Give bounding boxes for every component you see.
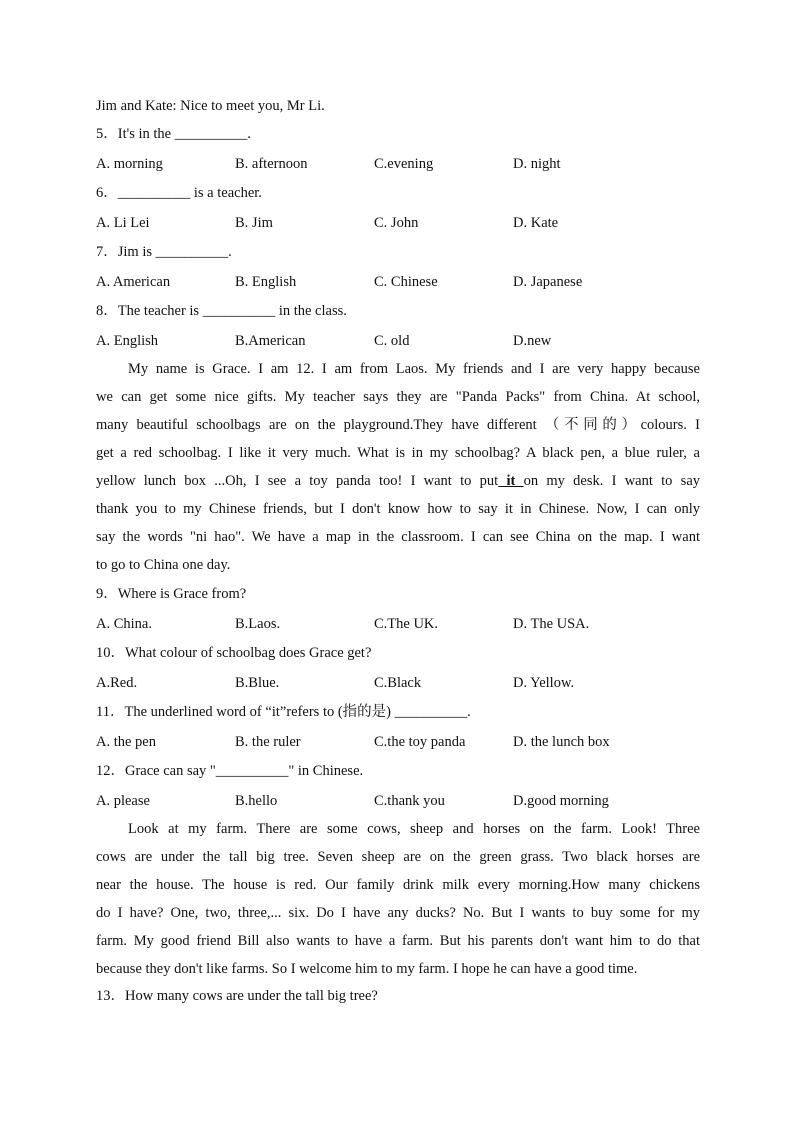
passage-text: yellow lunch box ...Oh, I see a toy panda too! I want to put [96, 473, 499, 489]
question-11: 11．The underlined word of “it”refers to (指的是) __________. [96, 704, 471, 720]
options-q5 [96, 154, 700, 174]
options-q10 [96, 673, 700, 693]
passage-line: My name is Grace. I am 12. I am from Laos. My friends and I are very happy because [128, 361, 700, 377]
reading-passage-grace [96, 355, 700, 579]
option-d: D. Yellow. [513, 675, 575, 691]
option-c: C.thank you [374, 793, 445, 809]
question-7: 7．Jim is __________. [96, 244, 232, 260]
passage-line: thank you to my Chinese friends, but I don't know how to say it in Chinese. Now, I can only [96, 501, 700, 517]
option-a: A. American [96, 274, 171, 290]
option-a: A. please [96, 793, 150, 809]
option-c: C.the toy panda [374, 734, 466, 750]
question-12: 12．Grace can say "__________" in Chinese. [96, 763, 364, 779]
option-b: B. the ruler [235, 734, 301, 750]
option-b: B.American [235, 333, 306, 349]
option-a: A. the pen [96, 734, 156, 750]
options-q12 [96, 791, 700, 811]
option-c: C. Chinese [374, 274, 438, 290]
option-a: A. English [96, 333, 159, 349]
question-13: 13．How many cows are under the tall big tree? [96, 988, 378, 1004]
passage-line: Look at my farm. There are some cows, sheep and horses on the farm. Look! Three [128, 821, 700, 837]
underlined-word-it: it [498, 473, 524, 489]
options-q7 [96, 272, 700, 292]
options-q6 [96, 213, 700, 233]
question-9: 9．Where is Grace from? [96, 586, 247, 602]
option-d: D. Japanese [513, 274, 583, 290]
dialogue-line: Jim and Kate: Nice to meet you, Mr Li. [96, 98, 325, 114]
passage-line: farm. My good friend Bill also wants to have a farm. But his parents don't want him to do that [96, 933, 700, 949]
passage-text: on my desk. I want to say [523, 473, 700, 489]
option-b: B.Laos. [235, 616, 281, 632]
option-c: C. John [374, 215, 419, 231]
passage-line: get a red schoolbag. I like it very much. What is in my schoolbag? A black pen, a blue ruler, a [96, 445, 700, 461]
option-a: A. morning [96, 156, 163, 172]
passage-line: near the house. The house is red. Our family drink milk every morning.How many chickens [96, 877, 700, 893]
option-a: A.Red. [96, 675, 138, 691]
question-10: 10．What colour of schoolbag does Grace get? [96, 645, 372, 661]
option-d: D.good morning [513, 793, 609, 809]
options-q9 [96, 614, 700, 634]
option-b: B. English [235, 274, 297, 290]
passage-line: cows are under the tall big tree. Seven sheep are on the green grass. Two black horses are [96, 849, 700, 865]
option-a: A. China. [96, 616, 152, 632]
option-c: C.Black [374, 675, 422, 691]
passage-line: say the words "ni hao". We have a map in the classroom. I can see China on the map. I want [96, 529, 700, 545]
reading-passage-farm [96, 815, 700, 983]
option-d: D.new [513, 333, 552, 349]
option-a: A. Li Lei [96, 215, 150, 231]
option-c: C.evening [374, 156, 434, 172]
option-b: B.hello [235, 793, 278, 809]
passage-line: we can get some nice gifts. My teacher says they are "Panda Packs" from China. At school, [96, 389, 700, 405]
options-q8 [96, 331, 700, 351]
option-d: D. Kate [513, 215, 559, 231]
passage-line: to go to China one day. [96, 557, 231, 573]
option-d: D. night [513, 156, 561, 172]
passage-line: because they don't like farms. So I welcome him to my farm. I hope he can have a good time. [96, 961, 638, 977]
passage-line: many beautiful schoolbags are on the playground.They have different （不同的）colours. I [96, 417, 700, 433]
question-8: 8．The teacher is __________ in the class. [96, 303, 347, 319]
question-5: 5．It's in the __________. [96, 126, 251, 142]
question-6: 6．__________ is a teacher. [96, 185, 262, 201]
passage-line-with-underline [96, 467, 700, 495]
option-b: B.Blue. [235, 675, 280, 691]
option-c: C.The UK. [374, 616, 439, 632]
option-d: D. The USA. [513, 616, 590, 632]
passage-line: do I have? One, two, three,... six. Do I have any ducks? No. But I wants to buy some for my [96, 905, 700, 921]
option-d: D. the lunch box [513, 734, 610, 750]
option-b: B. Jim [235, 215, 273, 231]
option-c: C. old [374, 333, 410, 349]
option-b: B. afternoon [235, 156, 308, 172]
options-q11 [96, 732, 700, 752]
